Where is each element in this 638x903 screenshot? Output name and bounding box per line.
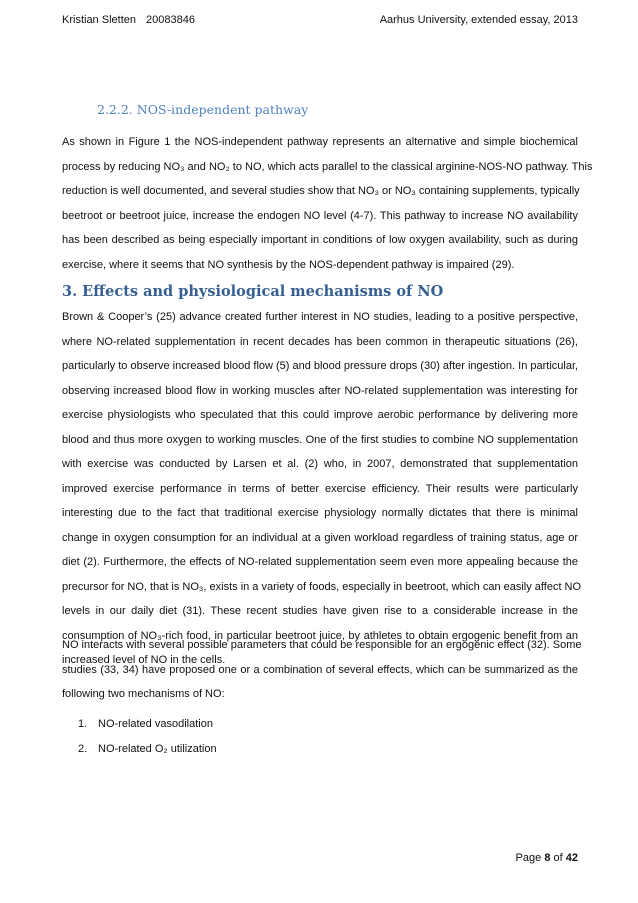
subsection-title: 2.2.2. NOS-independent pathway	[97, 102, 309, 117]
text-line: with exercise was conducted by Larsen et al. (2) who, in 2007, demonstrated that supplementation	[62, 458, 578, 470]
text-line: observing increased blood flow in working muscles after NO-related supplementation was interesting for	[62, 384, 578, 397]
list-item	[78, 712, 217, 737]
of-label: of	[553, 852, 563, 864]
section-title: 3. Effects and physiological mechanisms of NO	[62, 283, 444, 300]
list-item	[78, 737, 217, 762]
text-line: particularly to observe increased blood flow (5) and blood pressure drops (30) after ingestion. In particular,	[62, 360, 579, 372]
list-text: NO-related O₂ utilization	[98, 742, 217, 755]
text-line: process by reducing NO₃ and NO₂ to NO, which acts parallel to the classical arginine-NOS-NO pathway. This	[62, 160, 593, 173]
text-line: studies (33, 34) have proposed one or a combination of several effects, which can be summarized as the	[62, 663, 578, 676]
text-line: beetroot or beetroot juice, increase the endogen NO level (4-7). This pathway to increase NO availability	[62, 209, 578, 222]
text-line: blood and thus more oxygen to working muscles. One of the first studies to combine NO supplementation	[62, 433, 578, 446]
text-line: exercise, where it seems that NO synthesis by the NOS-dependent pathway is impaired (29).	[62, 258, 515, 271]
header-author: Kristian Sletten	[62, 14, 136, 26]
text-line: consumption of NO₃-rich food, in particular beetroot juice, by athletes to obtain ergogenic benefit from an	[62, 629, 578, 642]
text-line: NO interacts with several possible parameters that could be responsible for an ergogenic effect (32). Some	[62, 639, 582, 651]
list-text: NO-related vasodilation	[98, 718, 213, 730]
current-page: 8	[544, 852, 551, 864]
mechanisms-list	[78, 712, 217, 761]
text-line: has been described as being especially important in conditions of low oxygen availability, such as during	[62, 234, 578, 246]
paragraph-1	[62, 130, 593, 277]
text-line: improved exercise performance in terms of better exercise efficiency. Their results were particularly	[62, 482, 578, 495]
text-line: reduction is well documented, and several studies show that NO₃ or NO₃ containing supplements, typically	[62, 185, 580, 197]
text-line: diet (2). Furthermore, the effects of NO-related supplementation seem even more appealing because the	[62, 556, 578, 568]
list-number: 2.	[78, 742, 88, 755]
list-number: 1.	[78, 718, 88, 730]
page-number	[516, 852, 578, 864]
page-label: Page	[515, 852, 542, 864]
text-line: levels in our daily diet (31). These recent studies have given rise to a considerable increase in the	[62, 605, 578, 617]
text-line: increased level of NO in the cells.	[62, 654, 226, 666]
text-line: where NO-related supplementation in recent decades has been common in therapeutic situations (26),	[62, 335, 578, 348]
text-line: following two mechanisms of NO:	[62, 688, 225, 700]
paragraph-2	[62, 305, 582, 673]
text-line: As shown in Figure 1 the NOS-independent pathway represents an alternative and simple biochemical	[62, 136, 578, 148]
text-line: change in oxygen consumption for an individual at a given workload regardless of training status, age or	[62, 531, 578, 544]
text-line: Brown & Cooper’s (25) advance created further interest in NO studies, leading to a positive perspective,	[62, 311, 578, 323]
header-right: Aarhus University, extended essay, 2013	[379, 14, 578, 26]
total-pages: 42	[565, 852, 578, 864]
text-line: exercise physiologists who speculated that this could improve aerobic performance by delivering more	[62, 409, 578, 421]
text-line: interesting due to the fact that traditional exercise physiology normally dictates that there is minimal	[62, 507, 578, 519]
text-line: precursor for NO, that is NO₃, exists in a variety of foods, especially in beetroot, which can easily affect NO	[62, 580, 582, 593]
header-student-id: 20083846	[146, 14, 195, 26]
paragraph-3	[62, 633, 582, 707]
